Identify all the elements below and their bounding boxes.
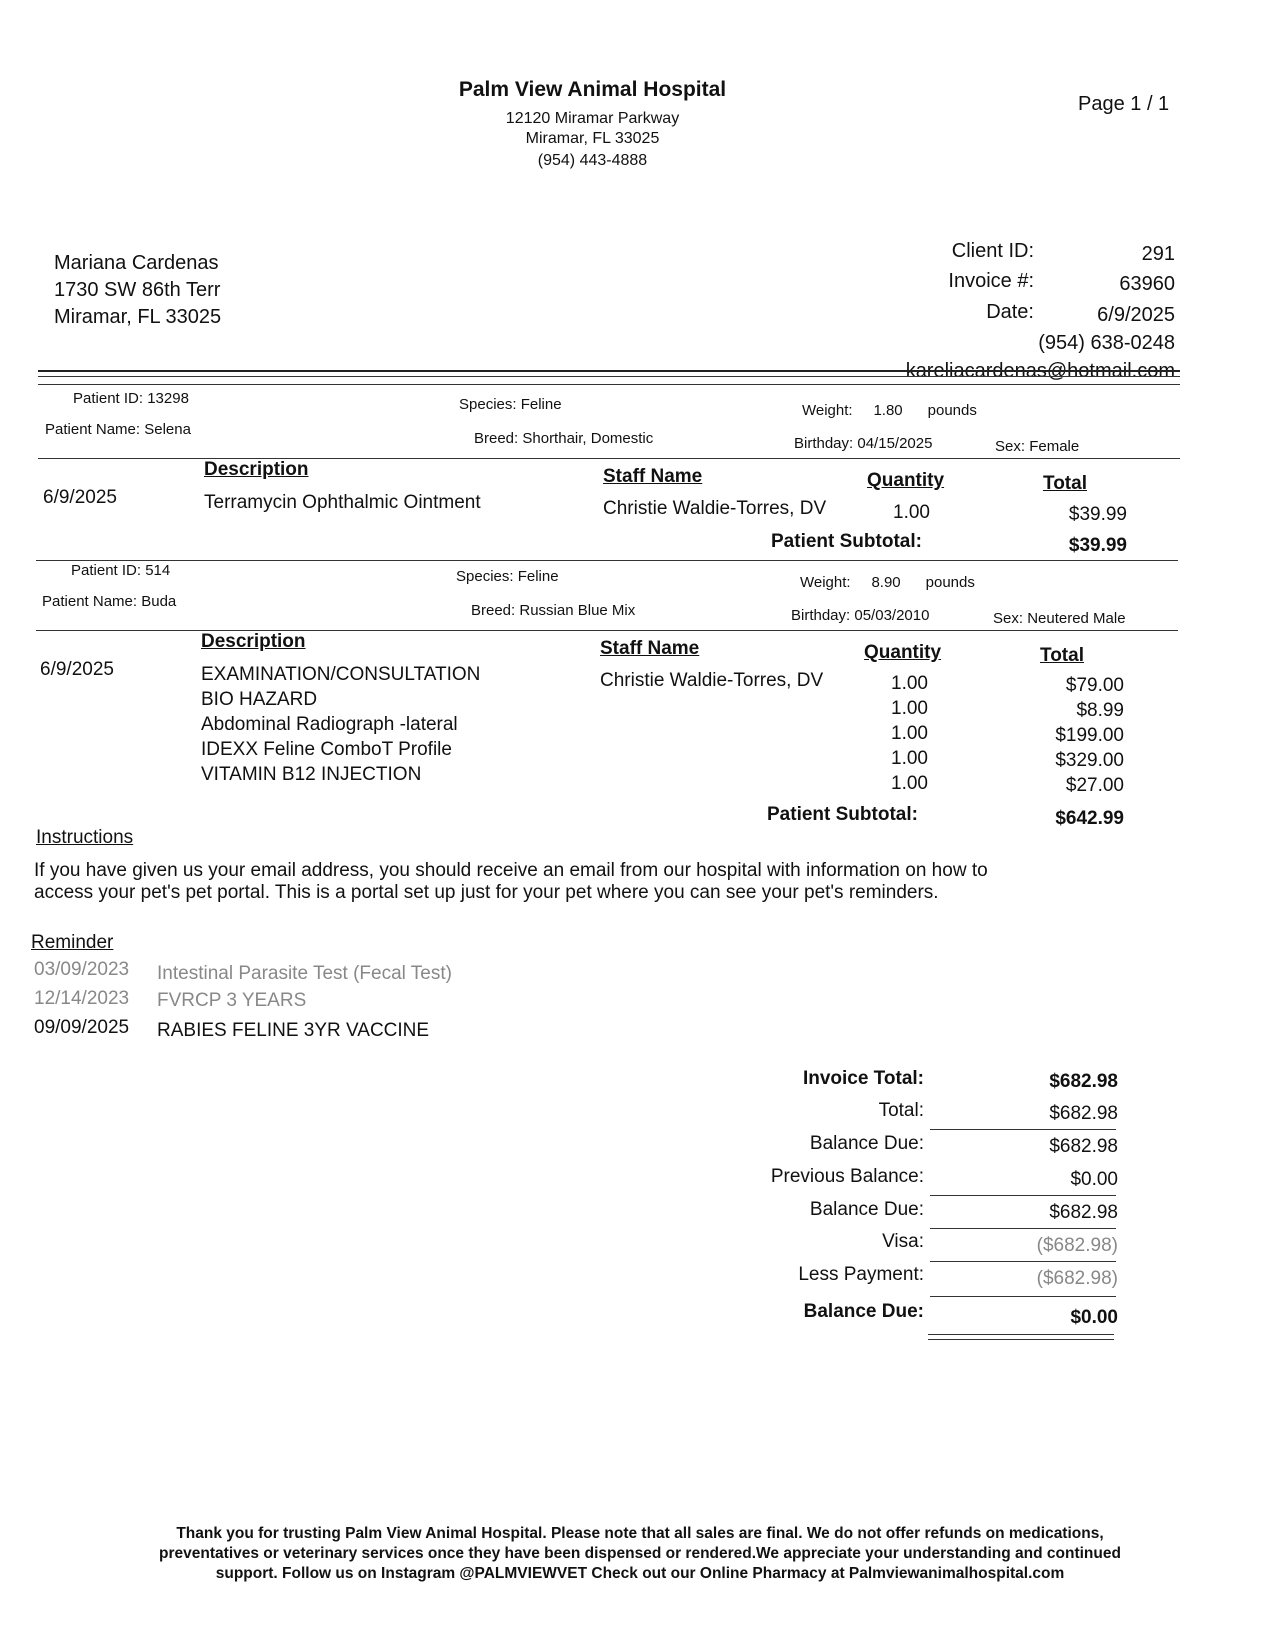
invoice-total-label: Invoice Total: xyxy=(802,1068,924,1089)
patient-subtotal: $642.99 xyxy=(1055,808,1124,829)
col-staff-name: Staff Name xyxy=(600,638,700,659)
balance-due-value: $682.98 xyxy=(1049,1202,1118,1223)
patient-birthday: Birthday: 05/03/2010 xyxy=(791,607,930,624)
final-balance-due-label: Balance Due: xyxy=(803,1301,924,1322)
item-quantity: 1.00 xyxy=(891,773,928,794)
reminder-date: 09/09/2025 xyxy=(34,1017,130,1038)
item-description: Terramycin Ophthalmic Ointment xyxy=(204,492,481,513)
item-quantity: 1.00 xyxy=(891,748,928,769)
invoice-number-value: 63960 xyxy=(1119,273,1175,295)
hospital-name: Palm View Animal Hospital xyxy=(458,78,727,101)
previous-balance-value: $0.00 xyxy=(1070,1169,1118,1190)
visa-value: ($682.98) xyxy=(1036,1235,1118,1256)
reminder-heading: Reminder xyxy=(31,932,114,953)
line-date: 6/9/2025 xyxy=(43,487,117,508)
item-total: $79.00 xyxy=(1065,675,1124,696)
patient-subtotal: $39.99 xyxy=(1068,535,1127,556)
hospital-phone: (954) 443-4888 xyxy=(537,152,648,169)
patient-birthday: Birthday: 04/15/2025 xyxy=(794,435,933,452)
reminder-text: FVRCP 3 YEARS xyxy=(157,990,307,1011)
instructions-line2: access your pet's pet portal. This is a portal set up just for your pet where you can see your pet's reminders. xyxy=(34,882,939,903)
col-staff-name: Staff Name xyxy=(603,466,703,487)
col-total: Total xyxy=(1043,473,1087,494)
item-total: $329.00 xyxy=(1055,750,1124,771)
balance-due-label: Balance Due: xyxy=(809,1133,924,1154)
instructions-line1: If you have given us your email address, you should receive an email from our hospital with information on how to xyxy=(34,860,988,881)
reminder-text: RABIES FELINE 3YR VACCINE xyxy=(157,1020,430,1041)
item-quantity: 1.00 xyxy=(891,698,928,719)
reminder-text: Intestinal Parasite Test (Fecal Test) xyxy=(157,963,452,984)
item-quantity: 1.00 xyxy=(891,673,928,694)
reminder-date: 12/14/2023 xyxy=(34,988,130,1009)
col-description: Description xyxy=(201,631,306,652)
patient-name: Patient Name: Selena xyxy=(45,421,191,438)
item-total: $8.99 xyxy=(1076,700,1124,721)
item-total: $39.99 xyxy=(1068,504,1127,525)
client-name: Mariana Cardenas xyxy=(54,252,219,274)
client-phone: (954) 638-0248 xyxy=(1038,332,1175,354)
patient-sex: Sex: Female xyxy=(995,438,1080,455)
patient-sex: Sex: Neutered Male xyxy=(993,610,1126,627)
patient-weight: Weight: 1.80 pounds xyxy=(802,402,977,419)
footer-line1: Thank you for trusting Palm View Animal Hospital. Please note that all sales are final. We do not offer refunds on medications, xyxy=(176,1525,1104,1542)
total-value: $682.98 xyxy=(1049,1103,1118,1124)
item-quantity: 1.00 xyxy=(891,723,928,744)
balance-due-label: Balance Due: xyxy=(809,1199,924,1220)
client-email: kareliacardenas@hotmail.com xyxy=(905,360,1175,382)
footer-line2: preventatives or veterinary services once they have been dispensed or rendered.We appreciate your understanding and continued xyxy=(159,1545,1121,1562)
client-id-label: Client ID: xyxy=(951,240,1034,262)
patient-species: Species: Feline xyxy=(459,396,562,413)
patient-id: Patient ID: 13298 xyxy=(73,390,189,407)
line-date: 6/9/2025 xyxy=(40,659,114,680)
client-address-line1: 1730 SW 86th Terr xyxy=(54,279,221,301)
item-description: Abdominal Radiograph -lateral xyxy=(201,714,458,735)
invoice-date-label: Date: xyxy=(986,301,1034,323)
patient-weight: Weight: 8.90 pounds xyxy=(800,574,975,591)
hospital-address-line1: 12120 Miramar Parkway xyxy=(505,110,680,127)
patient-breed: Breed: Shorthair, Domestic xyxy=(474,430,654,447)
subtotal-label: Patient Subtotal: xyxy=(767,804,918,825)
line-staff: Christie Waldie-Torres, DV xyxy=(600,670,824,691)
patient-species: Species: Feline xyxy=(456,568,559,585)
balance-due-value: $682.98 xyxy=(1049,1136,1118,1157)
col-description: Description xyxy=(204,459,309,480)
invoice-date-value: 6/9/2025 xyxy=(1097,304,1175,326)
patient-id: Patient ID: 514 xyxy=(71,562,171,579)
client-id-value: 291 xyxy=(1141,243,1175,265)
invoice-total-value: $682.98 xyxy=(1049,1071,1118,1092)
invoice-number-label: Invoice #: xyxy=(948,270,1034,292)
patient-breed: Breed: Russian Blue Mix xyxy=(471,602,636,619)
reminder-date: 03/09/2023 xyxy=(34,959,130,980)
visa-label: Visa: xyxy=(882,1231,924,1252)
col-quantity: Quantity xyxy=(864,642,942,663)
item-total: $199.00 xyxy=(1055,725,1124,746)
footer-notice xyxy=(60,1524,1220,1584)
item-quantity: 1.00 xyxy=(893,502,930,523)
client-address-line2: Miramar, FL 33025 xyxy=(54,306,222,328)
final-balance-due-value: $0.00 xyxy=(1070,1307,1118,1328)
footer-line3: support. Follow us on Instagram @PALMVIEWVET Check out our Online Pharmacy at Palmviewanimalhospital.com xyxy=(215,1565,1065,1582)
item-description: VITAMIN B12 INJECTION xyxy=(201,764,422,785)
less-payment-label: Less Payment: xyxy=(798,1264,924,1285)
item-total: $27.00 xyxy=(1065,775,1124,796)
item-description: BIO HAZARD xyxy=(201,689,318,710)
less-payment-value: ($682.98) xyxy=(1036,1268,1118,1289)
patient-name: Patient Name: Buda xyxy=(42,593,177,610)
col-quantity: Quantity xyxy=(867,470,945,491)
instructions-heading: Instructions xyxy=(36,827,134,848)
page-number: Page 1 / 1 xyxy=(1078,93,1170,115)
item-description: EXAMINATION/CONSULTATION xyxy=(201,664,481,685)
subtotal-label: Patient Subtotal: xyxy=(771,531,922,552)
total-label: Total: xyxy=(878,1100,924,1121)
col-total: Total xyxy=(1040,645,1084,666)
item-description: IDEXX Feline ComboT Profile xyxy=(201,739,452,760)
previous-balance-label: Previous Balance: xyxy=(770,1166,924,1187)
hospital-address-line2: Miramar, FL 33025 xyxy=(525,130,660,147)
line-staff: Christie Waldie-Torres, DV xyxy=(603,498,827,519)
